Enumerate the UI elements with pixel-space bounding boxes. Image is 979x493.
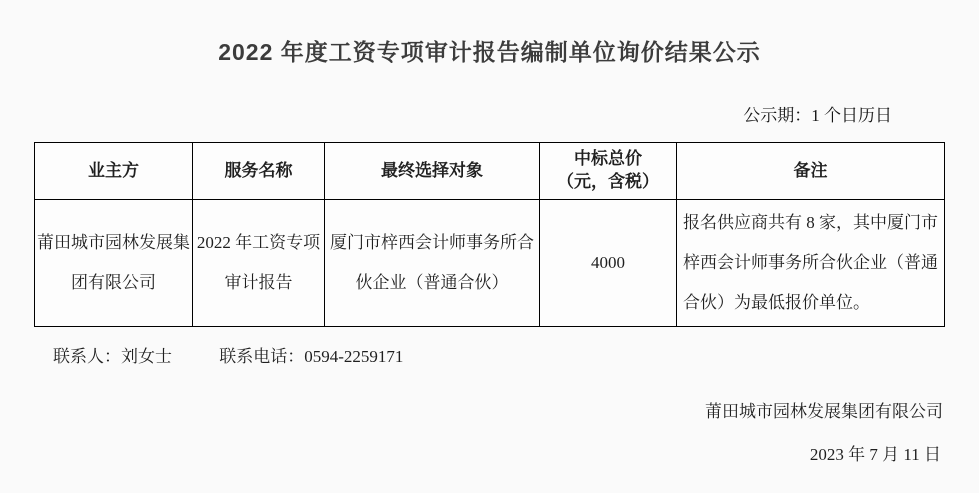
cell-service-name: 2022 年工资专项审计报告 [193,200,325,327]
cell-bid-price: 4000 [540,200,677,327]
header-bid-price-line1: 中标总价 [574,149,642,169]
table-header-row [35,143,945,200]
header-owner: 业主方 [35,143,193,200]
inquiry-result-table [34,142,945,327]
header-service-name: 服务名称 [193,143,325,200]
header-final-selection: 最终选择对象 [325,143,540,200]
contact-person: 联系人：刘女士 [53,347,172,366]
page-title: 2022 年度工资专项审计报告编制单位询价结果公示 [218,39,761,65]
contact-line [53,342,403,367]
table-row [35,200,945,327]
header-bid-price-line2: （元，含税） [557,172,659,191]
signature-date: 2023 年 7 月 11 日 [809,445,941,464]
signature-organization: 莆田城市园林发展集团有限公司 [705,402,943,421]
publicity-period: 公示期：1 个日历日 [743,106,892,125]
header-remarks: 备注 [677,143,945,200]
header-bid-price [540,143,677,200]
cell-final-selection: 厦门市梓西会计师事务所合伙企业（普通合伙） [325,200,540,327]
contact-phone: 联系电话：0594-2259171 [219,347,404,366]
cell-owner: 莆田城市园林发展集团有限公司 [35,200,193,327]
cell-remarks: 报名供应商共有 8 家，其中厦门市梓西会计师事务所合伙企业（普通合伙）为最低报价单位。 [677,200,945,327]
